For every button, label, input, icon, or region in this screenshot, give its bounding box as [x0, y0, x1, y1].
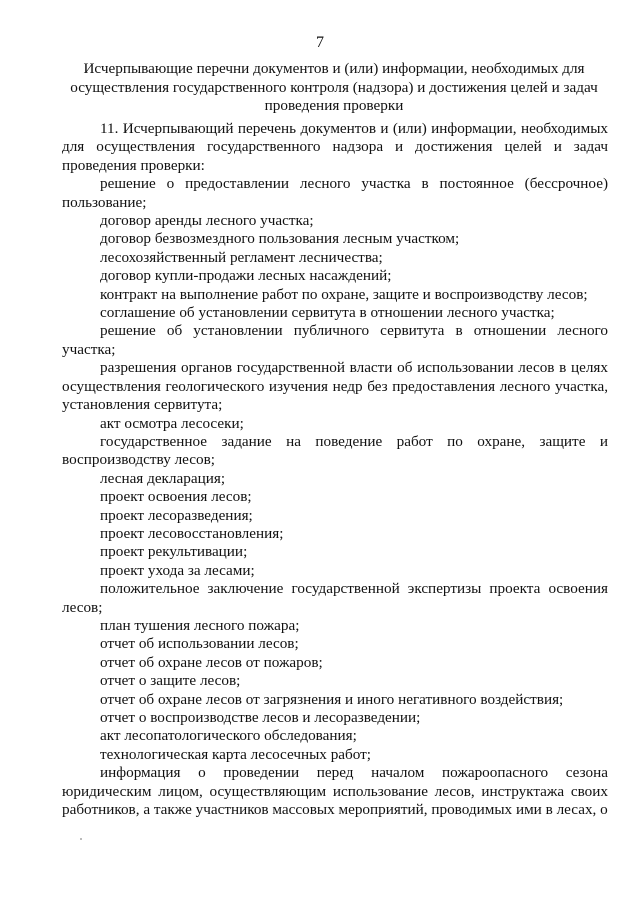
list-item: положительное заключение государственной экспертизы проекта освоения лесов; [62, 580, 608, 616]
list-item: отчет об охране лесов от загрязнения и иного негативного воздействия; [100, 690, 564, 708]
list-item: решение о предоставлении лесного участка в постоянное (бессрочное) пользование; [62, 175, 608, 211]
section-heading: Исчерпывающие перечни документов и (или) информации, необходимых для осуществления государственного контроля (надзора) и достижения целей и задач проведения проверки [70, 60, 598, 114]
list-item: проект лесовосстановления; [100, 524, 284, 542]
list-item: отчет об охране лесов от пожаров; [100, 653, 323, 671]
list-item: договор аренды лесного участка; [100, 212, 314, 230]
list-item: проект рекультивации; [100, 543, 248, 561]
document-body [62, 120, 608, 819]
list-item: соглашение об установлении сервитута в отношении лесного участка; [100, 304, 555, 322]
list-item: информация о проведении перед началом пожароопасного сезона юридическим лицом, осуществляющим использование лесов, инструктажа своих работников, а также участников массовых мероприятий, проводимых ими в лесах, о [62, 764, 608, 819]
list-item: проект освоения лесов; [100, 488, 252, 506]
list-item: проект ухода за лесами; [100, 561, 255, 579]
list-item: лесохозяйственный регламент лесничества; [100, 248, 383, 266]
page-number: 7 [316, 34, 324, 51]
list-item: акт осмотра лесосеки; [100, 414, 244, 432]
list-item: отчет о воспроизводстве лесов и лесоразведении; [100, 709, 421, 726]
list-item: проект лесоразведения; [100, 506, 253, 524]
list-item: план тушения лесного пожара; [100, 616, 300, 634]
list-item: разрешения органов государственной власти об использовании лесов в целях осуществления геологического изучения недр без предоставления лесного участка, установления сервитута; [62, 359, 608, 414]
list-item: отчет об использовании лесов; [100, 635, 299, 653]
list-item: лесная декларация; [100, 469, 226, 487]
list-item: контракт на выполнение работ по охране, защите и воспроизводству лесов; [100, 285, 588, 303]
scan-speck [80, 838, 82, 840]
list-item: договор безвозмездного пользования лесным участком; [100, 230, 460, 248]
list-item: договор купли-продажи лесных насаждений; [100, 267, 392, 285]
list-item: государственное задание на поведение работ по охране, защите и воспроизводству лесов; [62, 432, 608, 469]
paragraph-lead: 11. Исчерпывающий перечень документов и (или) информации, необходимых для осуществления государственного надзора и достижения целей и задач проведения проверки: [62, 120, 608, 174]
list-item: технологическая карта лесосечных работ; [100, 745, 372, 763]
list-item: решение об установлении публичного сервитута в отношении лесного участка; [62, 322, 608, 358]
list-item: акт лесопатологического обследования; [100, 727, 357, 745]
list-item: отчет о защите лесов; [100, 672, 241, 690]
